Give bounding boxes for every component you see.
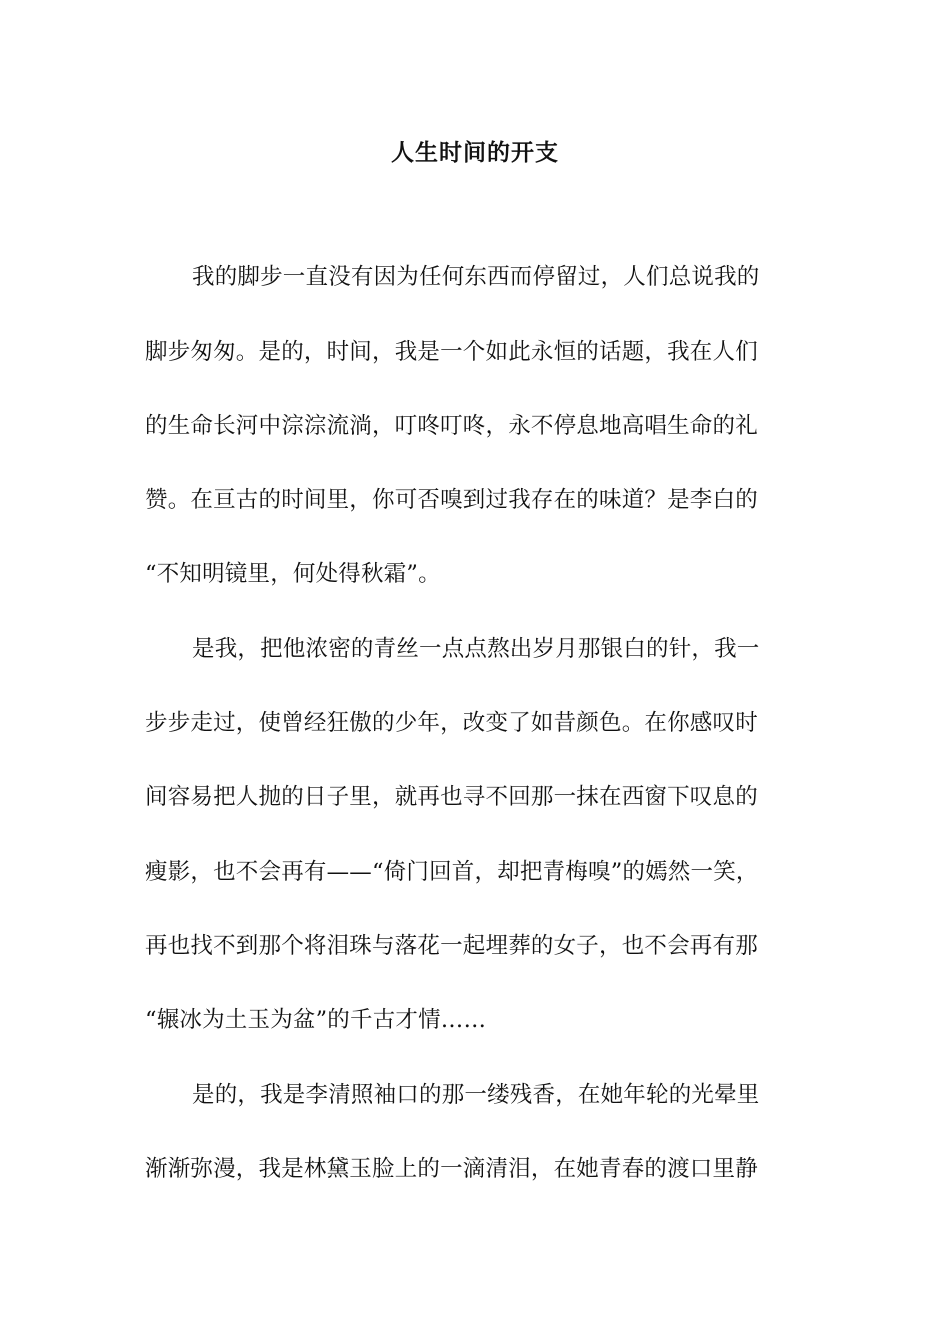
paragraph-1-line-3: 的生命长河中淙淙流淌，叮咚叮咚，永不停息地高唱生命的礼: [145, 413, 758, 439]
paragraph-1-line-5: “不知明镜里，何处得秋霜”。: [145, 561, 441, 587]
paragraph-3-line-1: 是的，我是李清照袖口的那一缕残香，在她年轮的光晕里: [192, 1082, 760, 1108]
page-title: 人生时间的开支: [391, 140, 559, 166]
paragraph-2-line-2: 步步走过，使曾经狂傲的少年，改变了如昔颜色。在你感叹时: [145, 710, 758, 736]
paragraph-2-line-3: 间容易把人抛的日子里，就再也寻不回那一抹在西窗下叹息的: [145, 784, 758, 810]
paragraph-3-line-2: 渐渐弥漫，我是林黛玉脸上的一滴清泪，在她青春的渡口里静: [145, 1156, 758, 1182]
paragraph-2-line-4: 瘦影，也不会再有——“倚门回首，却把青梅嗅”的嫣然一笑，: [145, 859, 759, 885]
paragraph-1-line-2: 脚步匆匆。是的，时间，我是一个如此永恒的话题，我在人们: [145, 339, 758, 365]
paragraph-1-line-1: 我的脚步一直没有因为任何东西而停留过，人们总说我的: [192, 264, 760, 290]
paragraph-1-line-4: 赞。在亘古的时间里，你可否嗅到过我存在的味道？是李白的: [145, 487, 758, 513]
paragraph-2-line-5: 再也找不到那个将泪珠与落花一起埋葬的女子，也不会再有那: [145, 933, 758, 959]
paragraph-2-line-1: 是我，把他浓密的青丝一点点熬出岁月那银白的针，我一: [192, 636, 760, 662]
paragraph-2-line-6: “辗冰为土玉为盆”的千古才情……: [145, 1007, 487, 1033]
